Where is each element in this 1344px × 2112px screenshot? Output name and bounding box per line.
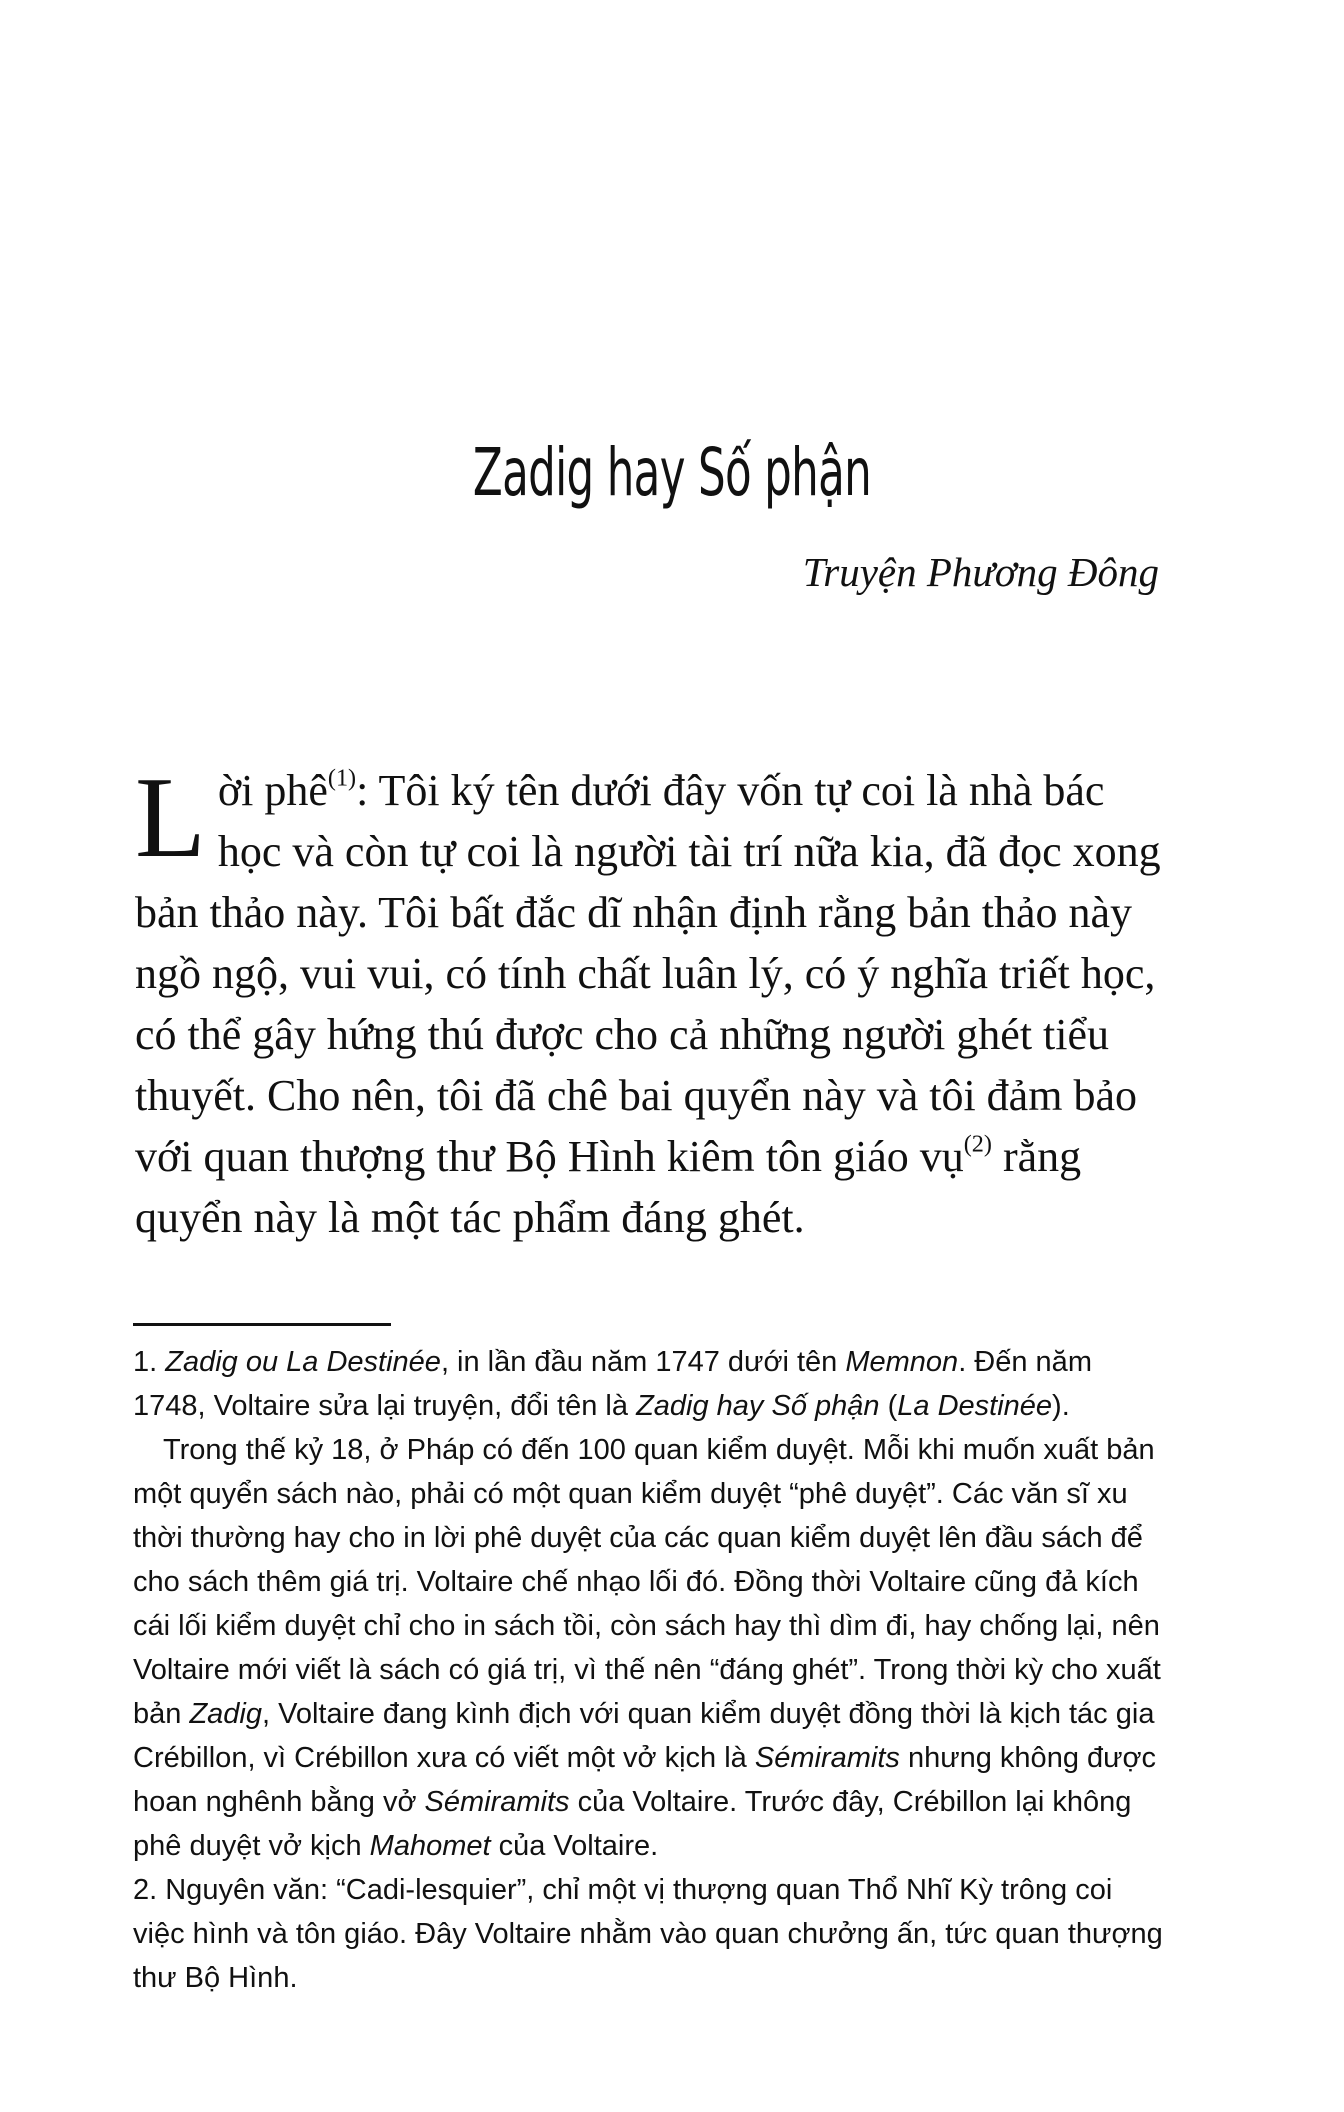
body-text-3: rằng quyển này là một tác phẩm đáng ghét. xyxy=(135,1132,1082,1242)
footnote-text: của Voltaire. xyxy=(490,1830,659,1862)
chapter-subtitle: Truyện Phương Đông xyxy=(802,549,1159,595)
footnote-italic: Zadig hay Số phận xyxy=(636,1390,880,1422)
footnote-italic: La Destinée xyxy=(897,1390,1053,1422)
footnote-ref-2[interactable]: (2) xyxy=(963,1130,992,1158)
body-text-1: ời phê xyxy=(217,766,328,815)
footnote-italic: Zadig ou La Destinée xyxy=(165,1346,441,1378)
footnotes xyxy=(133,1340,1165,2000)
footnote-2: 2. Nguyên văn: “Cadi-lesquier”, chỉ một vị thượng quan Thổ Nhĩ Kỳ trông coi việc hình và tôn giáo. Đây Voltaire nhằm vào quan chưởng ấn, tức quan thượng thư Bộ Hình. xyxy=(133,1874,1163,1994)
footnote-italic: Zadig xyxy=(189,1698,262,1730)
body-text-2: : Tôi ký tên dưới đây vốn tự coi là nhà bác học và còn tự coi là người tài trí nữa kia, đã đọc xong bản thảo này. Tôi bất đắc dĩ nhận định rằng bản thảo này ngồ ngộ, vui vui, có tính chất luân lý, có ý nghĩa triết học, có thể gây hứng thú được cho cả những người ghét tiểu thuyết. Cho nên, tôi đã chê bai quyển này và tôi đảm bảo với quan thượng thư Bộ Hình kiêm tôn giáo vụ xyxy=(135,766,1161,1181)
footnote-italic: Sémiramits xyxy=(424,1786,570,1818)
footnote-text: ). xyxy=(1052,1390,1070,1422)
footnote-italic: Memnon xyxy=(845,1346,959,1378)
chapter-title: Zadig hay Số phận xyxy=(472,434,872,511)
footnote-1 xyxy=(133,1340,1165,1428)
footnote-italic: Mahomet xyxy=(369,1830,491,1862)
footnote-text: . Đến năm 1748, Voltaire sửa lại truyện, đổi tên là xyxy=(133,1346,1092,1422)
footnote-text: , in lần đầu năm 1747 dưới tên xyxy=(440,1346,846,1378)
footnote-text: ( xyxy=(879,1390,898,1422)
footnote-divider xyxy=(133,1323,391,1326)
drop-cap: L xyxy=(135,754,206,882)
footnote-1-continued xyxy=(133,1428,1165,1868)
footnote-text: nhưng không được hoan nghênh bằng vở xyxy=(133,1742,1157,1818)
footnote-text: , Voltaire đang kình địch với quan kiểm duyệt đồng thời là kịch tác gia Crébillon, vì Crébillon xưa có viết một vở kịch là xyxy=(133,1698,1155,1774)
opening-paragraph xyxy=(135,754,1165,1248)
footnote-text: của Voltaire. Trước đây, Crébillon lại không phê duyệt vở kịch xyxy=(133,1786,1132,1862)
footnote-ref-1[interactable]: (1) xyxy=(327,764,357,792)
footnote-text: Trong thế kỷ 18, ở Pháp có đến 100 quan kiểm duyệt. Mỗi khi muốn xuất bản một quyển sách nào, phải có một quan kiểm duyệt “phê duyệt”. Các văn sĩ xu thời thường hay cho in lời phê duyệt của các quan kiểm duyệt lên đầu sách để cho sách thêm giá trị. Voltaire chế nhạo lối đó. Đồng thời Voltaire cũng đả kích cái lối kiểm duyệt chỉ cho in sách tồi, còn sách hay thì dìm đi, hay chống lại, nên Voltaire mới viết là sách có giá trị, vì thế nên “đáng ghét”. Trong thời kỳ cho xuất bản xyxy=(133,1434,1161,1730)
footnote-text: 1. xyxy=(133,1346,166,1378)
footnote-italic: Sémiramits xyxy=(754,1742,900,1774)
